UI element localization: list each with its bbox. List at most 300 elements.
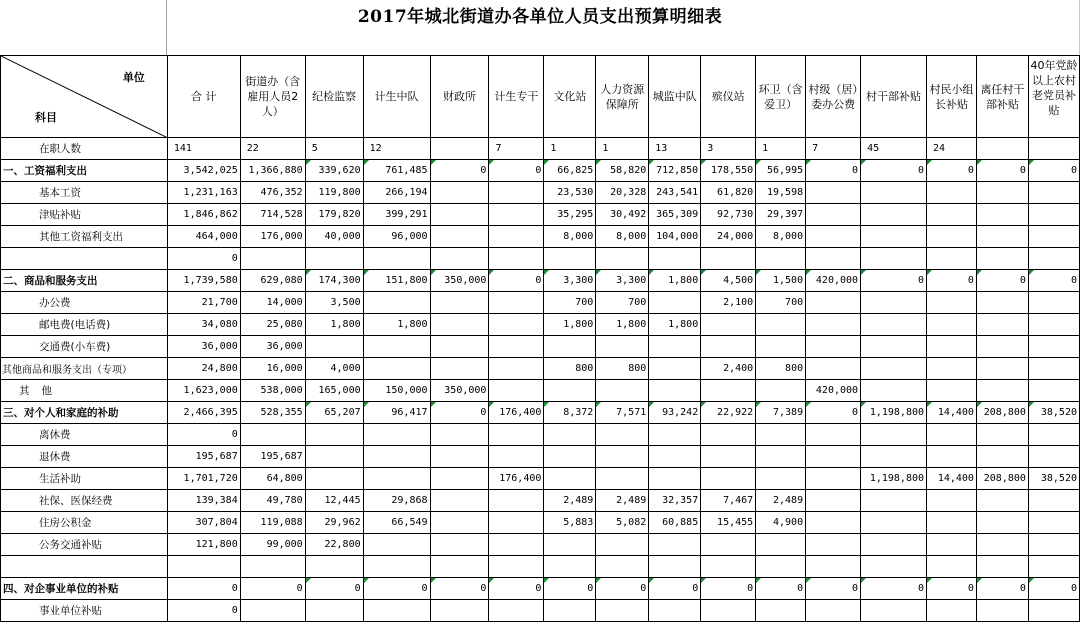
amount-cell: 0 xyxy=(861,160,927,182)
amount-cell xyxy=(430,534,489,556)
amount-cell xyxy=(363,358,430,380)
amount-cell xyxy=(756,446,806,468)
amount-cell xyxy=(649,600,701,622)
amount-cell xyxy=(927,600,977,622)
column-header: 城监中队 xyxy=(649,56,701,138)
amount-cell xyxy=(489,556,544,578)
table-row xyxy=(1,270,1080,292)
amount-cell: 176,400 xyxy=(489,468,544,490)
header-corner-cell xyxy=(1,56,168,138)
headcount-cell: 12 xyxy=(363,138,430,160)
amount-cell: 36,000 xyxy=(167,336,240,358)
amount-cell: 0 xyxy=(1028,578,1079,600)
amount-cell xyxy=(363,468,430,490)
amount-cell xyxy=(756,248,806,270)
amount-cell xyxy=(927,512,977,534)
table-row xyxy=(1,512,1080,534)
amount-cell: 34,080 xyxy=(167,314,240,336)
amount-cell xyxy=(861,424,927,446)
row-label xyxy=(1,248,168,270)
amount-cell xyxy=(305,556,363,578)
table-row xyxy=(1,204,1080,226)
amount-cell xyxy=(596,248,649,270)
table-row xyxy=(1,160,1080,182)
amount-cell: 712,850 xyxy=(649,160,701,182)
amount-cell: 0 xyxy=(167,248,240,270)
headcount-cell: 24 xyxy=(927,138,977,160)
amount-cell: 104,000 xyxy=(649,226,701,248)
amount-cell: 2,489 xyxy=(544,490,596,512)
amount-cell: 151,800 xyxy=(363,270,430,292)
amount-cell xyxy=(806,248,861,270)
amount-cell xyxy=(976,204,1028,226)
amount-cell xyxy=(861,490,927,512)
amount-cell: 121,800 xyxy=(167,534,240,556)
amount-cell: 2,400 xyxy=(701,358,756,380)
amount-cell: 1,800 xyxy=(363,314,430,336)
amount-cell xyxy=(596,600,649,622)
amount-cell xyxy=(430,336,489,358)
headcount-cell: 141 xyxy=(167,138,240,160)
headcount-cell: 13 xyxy=(649,138,701,160)
column-header: 计生专干 xyxy=(489,56,544,138)
amount-cell xyxy=(363,424,430,446)
amount-cell xyxy=(305,248,363,270)
amount-cell: 60,885 xyxy=(649,512,701,534)
headcount-cell: 7 xyxy=(806,138,861,160)
amount-cell: 800 xyxy=(596,358,649,380)
amount-cell: 1,800 xyxy=(305,314,363,336)
amount-cell: 22,922 xyxy=(701,402,756,424)
amount-cell xyxy=(861,358,927,380)
amount-cell: 5,082 xyxy=(596,512,649,534)
amount-cell: 3,300 xyxy=(544,270,596,292)
amount-cell: 2,489 xyxy=(596,490,649,512)
amount-cell: 399,291 xyxy=(363,204,430,226)
amount-cell xyxy=(1028,226,1079,248)
amount-cell: 14,400 xyxy=(927,468,977,490)
amount-cell xyxy=(976,336,1028,358)
column-header: 环卫（含爱卫） xyxy=(756,56,806,138)
amount-cell xyxy=(430,314,489,336)
amount-cell xyxy=(489,534,544,556)
amount-cell: 58,820 xyxy=(596,160,649,182)
amount-cell xyxy=(430,358,489,380)
row-label: 三、对个人和家庭的补助 xyxy=(1,402,168,424)
amount-cell xyxy=(976,446,1028,468)
column-header: 村民小组长补贴 xyxy=(927,56,977,138)
amount-cell xyxy=(596,336,649,358)
table-row xyxy=(1,424,1080,446)
amount-cell xyxy=(976,358,1028,380)
amount-cell: 1,800 xyxy=(649,314,701,336)
amount-cell: 4,900 xyxy=(756,512,806,534)
row-label: 办公费 xyxy=(1,292,168,314)
row-label: 其他商品和服务支出（专项） xyxy=(1,358,168,380)
amount-cell xyxy=(649,336,701,358)
amount-cell: 24,800 xyxy=(167,358,240,380)
amount-cell xyxy=(927,446,977,468)
amount-cell: 14,000 xyxy=(240,292,305,314)
amount-cell: 64,800 xyxy=(240,468,305,490)
amount-cell xyxy=(167,556,240,578)
amount-cell xyxy=(649,468,701,490)
amount-cell xyxy=(701,424,756,446)
amount-cell: 25,080 xyxy=(240,314,305,336)
amount-cell: 176,000 xyxy=(240,226,305,248)
column-header: 40年党龄以上农村老党员补贴 xyxy=(1028,56,1079,138)
amount-cell xyxy=(861,534,927,556)
amount-cell xyxy=(701,534,756,556)
amount-cell: 761,485 xyxy=(363,160,430,182)
amount-cell xyxy=(430,512,489,534)
amount-cell xyxy=(756,468,806,490)
column-header: 财政所 xyxy=(430,56,489,138)
row-label: 一、工资福利支出 xyxy=(1,160,168,182)
amount-cell: 0 xyxy=(489,578,544,600)
amount-cell: 30,492 xyxy=(596,204,649,226)
amount-cell xyxy=(240,424,305,446)
amount-cell xyxy=(489,204,544,226)
amount-cell: 56,995 xyxy=(756,160,806,182)
table-row xyxy=(1,314,1080,336)
amount-cell: 0 xyxy=(430,402,489,424)
amount-cell: 29,868 xyxy=(363,490,430,512)
amount-cell: 93,242 xyxy=(649,402,701,424)
amount-cell xyxy=(489,358,544,380)
amount-cell xyxy=(305,336,363,358)
table-row xyxy=(1,468,1080,490)
row-label: 在职人数 xyxy=(1,138,168,160)
amount-cell xyxy=(489,446,544,468)
amount-cell: 0 xyxy=(976,160,1028,182)
amount-cell xyxy=(305,424,363,446)
amount-cell xyxy=(1028,600,1079,622)
amount-cell xyxy=(489,424,544,446)
amount-cell xyxy=(701,600,756,622)
amount-cell xyxy=(927,182,977,204)
amount-cell xyxy=(701,556,756,578)
column-header: 文化站 xyxy=(544,56,596,138)
amount-cell: 0 xyxy=(976,578,1028,600)
row-label: 离休费 xyxy=(1,424,168,446)
amount-cell: 23,530 xyxy=(544,182,596,204)
amount-cell xyxy=(927,248,977,270)
row-label: 津贴补贴 xyxy=(1,204,168,226)
amount-cell xyxy=(363,534,430,556)
amount-cell xyxy=(806,446,861,468)
amount-cell xyxy=(649,446,701,468)
amount-cell xyxy=(927,380,977,402)
amount-cell: 0 xyxy=(1028,160,1079,182)
amount-cell xyxy=(430,204,489,226)
amount-cell xyxy=(489,226,544,248)
amount-cell xyxy=(976,600,1028,622)
amount-cell xyxy=(489,600,544,622)
amount-cell: 1,800 xyxy=(649,270,701,292)
amount-cell xyxy=(861,248,927,270)
amount-cell xyxy=(1028,182,1079,204)
amount-cell: 0 xyxy=(927,160,977,182)
amount-cell: 0 xyxy=(544,578,596,600)
amount-cell xyxy=(240,556,305,578)
column-header: 合 计 xyxy=(167,56,240,138)
amount-cell: 208,800 xyxy=(976,468,1028,490)
amount-cell: 538,000 xyxy=(240,380,305,402)
amount-cell: 0 xyxy=(489,270,544,292)
amount-cell xyxy=(701,380,756,402)
amount-cell xyxy=(1028,358,1079,380)
amount-cell xyxy=(756,600,806,622)
column-header: 计生中队 xyxy=(363,56,430,138)
row-label: 邮电费(电话费) xyxy=(1,314,168,336)
amount-cell xyxy=(1028,204,1079,226)
amount-cell xyxy=(544,446,596,468)
headcount-cell: 1 xyxy=(544,138,596,160)
amount-cell: 119,800 xyxy=(305,182,363,204)
amount-cell xyxy=(806,358,861,380)
amount-cell xyxy=(649,556,701,578)
amount-cell: 243,541 xyxy=(649,182,701,204)
amount-cell xyxy=(806,556,861,578)
amount-cell: 7,571 xyxy=(596,402,649,424)
amount-cell xyxy=(430,424,489,446)
amount-cell xyxy=(430,468,489,490)
amount-cell: 96,000 xyxy=(363,226,430,248)
amount-cell: 19,598 xyxy=(756,182,806,204)
amount-cell: 29,962 xyxy=(305,512,363,534)
table-row xyxy=(1,402,1080,424)
amount-cell: 65,207 xyxy=(305,402,363,424)
amount-cell xyxy=(861,204,927,226)
amount-cell: 16,000 xyxy=(240,358,305,380)
amount-cell: 3,500 xyxy=(305,292,363,314)
table-row xyxy=(1,226,1080,248)
amount-cell: 2,489 xyxy=(756,490,806,512)
column-header: 离任村干部补贴 xyxy=(976,56,1028,138)
amount-cell: 12,445 xyxy=(305,490,363,512)
amount-cell xyxy=(861,556,927,578)
amount-cell: 0 xyxy=(861,578,927,600)
table-row xyxy=(1,248,1080,270)
amount-cell: 1,739,580 xyxy=(167,270,240,292)
amount-cell xyxy=(927,336,977,358)
table-row xyxy=(1,446,1080,468)
header-row xyxy=(1,56,1080,138)
amount-cell: 195,687 xyxy=(240,446,305,468)
amount-cell xyxy=(596,468,649,490)
amount-cell: 0 xyxy=(806,578,861,600)
amount-cell xyxy=(649,424,701,446)
amount-cell xyxy=(649,292,701,314)
amount-cell xyxy=(861,512,927,534)
amount-cell xyxy=(489,292,544,314)
amount-cell xyxy=(544,468,596,490)
amount-cell xyxy=(1028,314,1079,336)
amount-cell xyxy=(1028,556,1079,578)
amount-cell xyxy=(544,336,596,358)
amount-cell xyxy=(489,512,544,534)
amount-cell: 700 xyxy=(596,292,649,314)
amount-cell xyxy=(489,336,544,358)
amount-cell: 38,520 xyxy=(1028,402,1079,424)
amount-cell: 8,000 xyxy=(756,226,806,248)
amount-cell xyxy=(1028,248,1079,270)
amount-cell: 1,198,800 xyxy=(861,402,927,424)
amount-cell: 0 xyxy=(701,578,756,600)
amount-cell xyxy=(363,292,430,314)
amount-cell xyxy=(927,556,977,578)
amount-cell: 0 xyxy=(806,160,861,182)
column-header: 街道办（含雇用人员2人） xyxy=(240,56,305,138)
column-header: 人力资源保障所 xyxy=(596,56,649,138)
amount-cell xyxy=(430,446,489,468)
amount-cell: 96,417 xyxy=(363,402,430,424)
amount-cell xyxy=(544,600,596,622)
amount-cell xyxy=(489,182,544,204)
amount-cell: 528,355 xyxy=(240,402,305,424)
amount-cell: 0 xyxy=(806,402,861,424)
amount-cell: 32,357 xyxy=(649,490,701,512)
amount-cell: 14,400 xyxy=(927,402,977,424)
amount-cell xyxy=(1028,380,1079,402)
amount-cell: 35,295 xyxy=(544,204,596,226)
amount-cell: 307,804 xyxy=(167,512,240,534)
amount-cell: 0 xyxy=(430,160,489,182)
amount-cell xyxy=(489,490,544,512)
column-header: 村级（居）委办公费 xyxy=(806,56,861,138)
amount-cell xyxy=(976,314,1028,336)
amount-cell xyxy=(861,292,927,314)
amount-cell xyxy=(596,534,649,556)
amount-cell xyxy=(240,600,305,622)
amount-cell: 0 xyxy=(167,424,240,446)
row-label: 基本工资 xyxy=(1,182,168,204)
amount-cell: 0 xyxy=(649,578,701,600)
amount-cell xyxy=(806,226,861,248)
amount-cell: 3,300 xyxy=(596,270,649,292)
amount-cell xyxy=(596,556,649,578)
amount-cell: 92,730 xyxy=(701,204,756,226)
amount-cell: 208,800 xyxy=(976,402,1028,424)
amount-cell xyxy=(927,292,977,314)
headcount-cell: 45 xyxy=(861,138,927,160)
amount-cell xyxy=(861,336,927,358)
amount-cell: 2,100 xyxy=(701,292,756,314)
amount-cell: 2,466,395 xyxy=(167,402,240,424)
table-row xyxy=(1,600,1080,622)
amount-cell: 179,820 xyxy=(305,204,363,226)
row-label: 社保、医保经费 xyxy=(1,490,168,512)
amount-cell: 66,825 xyxy=(544,160,596,182)
table-row xyxy=(1,490,1080,512)
amount-cell xyxy=(363,248,430,270)
amount-cell: 36,000 xyxy=(240,336,305,358)
amount-cell: 7,389 xyxy=(756,402,806,424)
amount-cell xyxy=(976,226,1028,248)
amount-cell xyxy=(1028,336,1079,358)
amount-cell xyxy=(976,248,1028,270)
amount-cell: 350,000 xyxy=(430,380,489,402)
amount-cell xyxy=(701,314,756,336)
amount-cell: 0 xyxy=(1028,270,1079,292)
table-row xyxy=(1,358,1080,380)
amount-cell xyxy=(976,512,1028,534)
amount-cell xyxy=(976,380,1028,402)
amount-cell: 139,384 xyxy=(167,490,240,512)
amount-cell: 0 xyxy=(240,578,305,600)
amount-cell: 49,780 xyxy=(240,490,305,512)
amount-cell: 800 xyxy=(544,358,596,380)
amount-cell xyxy=(927,424,977,446)
budget-table xyxy=(0,55,1080,622)
row-label: 其他 xyxy=(1,380,168,402)
amount-cell xyxy=(649,534,701,556)
amount-cell xyxy=(861,182,927,204)
amount-cell: 365,309 xyxy=(649,204,701,226)
column-header: 殡仪站 xyxy=(701,56,756,138)
amount-cell: 1,623,000 xyxy=(167,380,240,402)
amount-cell: 8,372 xyxy=(544,402,596,424)
amount-cell: 0 xyxy=(976,270,1028,292)
amount-cell xyxy=(976,182,1028,204)
amount-cell xyxy=(701,446,756,468)
amount-cell xyxy=(756,534,806,556)
amount-cell: 0 xyxy=(363,578,430,600)
gridline xyxy=(166,0,167,56)
amount-cell xyxy=(305,446,363,468)
amount-cell xyxy=(976,490,1028,512)
amount-cell: 420,000 xyxy=(806,270,861,292)
amount-cell xyxy=(544,424,596,446)
amount-cell xyxy=(927,534,977,556)
amount-cell: 119,088 xyxy=(240,512,305,534)
amount-cell: 1,231,163 xyxy=(167,182,240,204)
amount-cell xyxy=(430,292,489,314)
amount-cell: 176,400 xyxy=(489,402,544,424)
amount-cell xyxy=(430,490,489,512)
headcount-cell: 7 xyxy=(489,138,544,160)
amount-cell: 5,883 xyxy=(544,512,596,534)
column-header: 村干部补贴 xyxy=(861,56,927,138)
corner-label-subject: 科目 xyxy=(35,111,57,124)
amount-cell: 420,000 xyxy=(806,380,861,402)
amount-cell xyxy=(596,446,649,468)
amount-cell: 178,550 xyxy=(701,160,756,182)
amount-cell xyxy=(1028,424,1079,446)
headcount-cell: 22 xyxy=(240,138,305,160)
amount-cell: 0 xyxy=(927,270,977,292)
row-label xyxy=(1,556,168,578)
row-label: 退休费 xyxy=(1,446,168,468)
amount-cell: 8,000 xyxy=(544,226,596,248)
amount-cell: 266,194 xyxy=(363,182,430,204)
amount-cell: 29,397 xyxy=(756,204,806,226)
amount-cell xyxy=(756,556,806,578)
amount-cell xyxy=(544,534,596,556)
amount-cell xyxy=(701,248,756,270)
amount-cell xyxy=(1028,490,1079,512)
amount-cell xyxy=(976,292,1028,314)
amount-cell xyxy=(861,446,927,468)
amount-cell xyxy=(1028,446,1079,468)
amount-cell xyxy=(430,556,489,578)
amount-cell: 66,549 xyxy=(363,512,430,534)
amount-cell xyxy=(363,446,430,468)
amount-cell: 40,000 xyxy=(305,226,363,248)
amount-cell xyxy=(861,380,927,402)
amount-cell xyxy=(756,424,806,446)
